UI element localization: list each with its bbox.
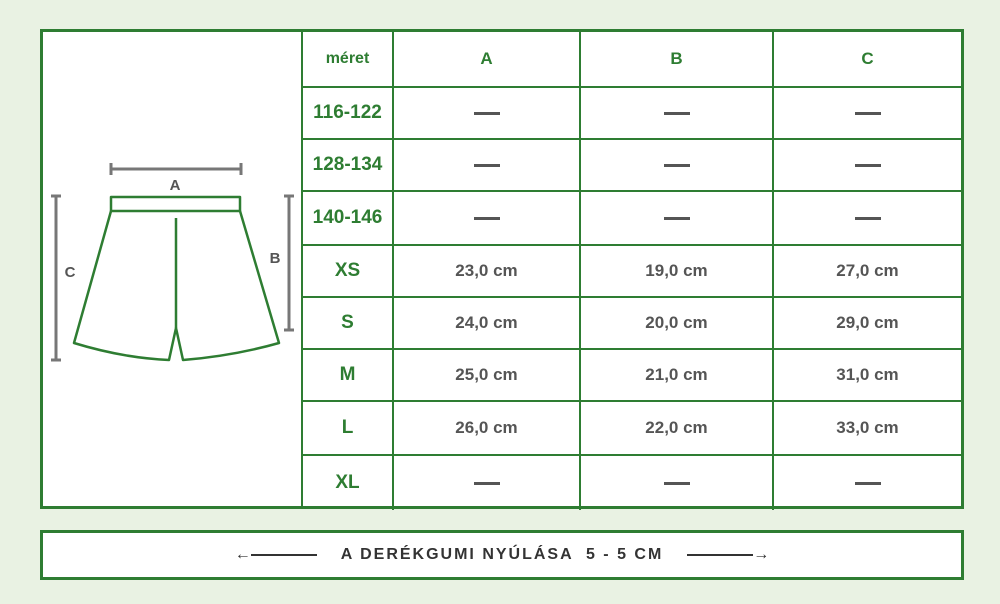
left-arrow-icon: ← xyxy=(234,546,251,563)
measure-b-value: 21,0 cm xyxy=(580,349,773,401)
measure-a-value: 25,0 cm xyxy=(393,349,580,401)
measure-b-empty xyxy=(580,455,773,510)
measure-a-empty xyxy=(393,87,580,139)
table-header-row xyxy=(303,32,961,87)
measure-c-empty xyxy=(773,455,961,510)
dash-icon xyxy=(855,164,881,167)
measure-b-label: B xyxy=(269,250,281,267)
dash-icon xyxy=(664,217,690,220)
measure-c-empty xyxy=(773,87,961,139)
table-row xyxy=(303,245,961,297)
dash-icon xyxy=(664,164,690,167)
measure-c-value: 27,0 cm xyxy=(773,245,961,297)
table-row xyxy=(303,401,961,455)
table-row xyxy=(303,455,961,510)
measure-b-empty xyxy=(580,87,773,139)
table-row xyxy=(303,139,961,191)
header-a: A xyxy=(393,32,580,87)
header-size: méret xyxy=(303,32,393,87)
size-label: L xyxy=(303,401,393,455)
measure-a-value: 24,0 cm xyxy=(393,297,580,349)
measure-a-empty xyxy=(393,455,580,510)
shorts-outline-icon xyxy=(43,32,303,506)
table-row xyxy=(303,349,961,401)
shorts-diagram xyxy=(43,32,303,506)
size-label: 140-146 xyxy=(303,191,393,245)
shorts-outline xyxy=(74,197,279,360)
left-arrow-line xyxy=(251,554,317,556)
waistband-note-text: A DERÉKGUMI NYÚLÁSA 5 - 5 CM xyxy=(340,546,664,563)
measure-c-value: 29,0 cm xyxy=(773,297,961,349)
measure-a-empty xyxy=(393,191,580,245)
size-label: S xyxy=(303,297,393,349)
measure-b-empty xyxy=(580,139,773,191)
size-table xyxy=(303,32,961,510)
size-label: XS xyxy=(303,245,393,297)
right-arrow-icon: → xyxy=(753,546,770,563)
dash-icon xyxy=(474,482,500,485)
measure-b-value: 22,0 cm xyxy=(580,401,773,455)
right-arrow-line xyxy=(687,554,753,556)
measure-b-value: 20,0 cm xyxy=(580,297,773,349)
measure-c-value: 33,0 cm xyxy=(773,401,961,455)
measure-c-empty xyxy=(773,139,961,191)
table-row xyxy=(303,297,961,349)
header-c: C xyxy=(773,32,961,87)
dash-icon xyxy=(855,482,881,485)
measure-a-label: A xyxy=(169,177,181,194)
dash-icon xyxy=(664,112,690,115)
measure-a-value: 26,0 cm xyxy=(393,401,580,455)
table-row xyxy=(303,191,961,245)
measure-a-empty xyxy=(393,139,580,191)
size-label: M xyxy=(303,349,393,401)
dash-icon xyxy=(855,217,881,220)
measure-b-empty xyxy=(580,191,773,245)
header-b: B xyxy=(580,32,773,87)
measure-c-label: C xyxy=(64,264,76,281)
measure-c-value: 31,0 cm xyxy=(773,349,961,401)
size-chart xyxy=(40,29,964,509)
measure-c-empty xyxy=(773,191,961,245)
dash-icon xyxy=(664,482,690,485)
dash-icon xyxy=(474,112,500,115)
waistband-note xyxy=(40,530,964,580)
table-row xyxy=(303,87,961,139)
size-label: 116-122 xyxy=(303,87,393,139)
measure-a-value: 23,0 cm xyxy=(393,245,580,297)
dash-icon xyxy=(474,217,500,220)
measure-b-value: 19,0 cm xyxy=(580,245,773,297)
size-label: XL xyxy=(303,455,393,510)
size-label: 128-134 xyxy=(303,139,393,191)
dash-icon xyxy=(855,112,881,115)
dash-icon xyxy=(474,164,500,167)
